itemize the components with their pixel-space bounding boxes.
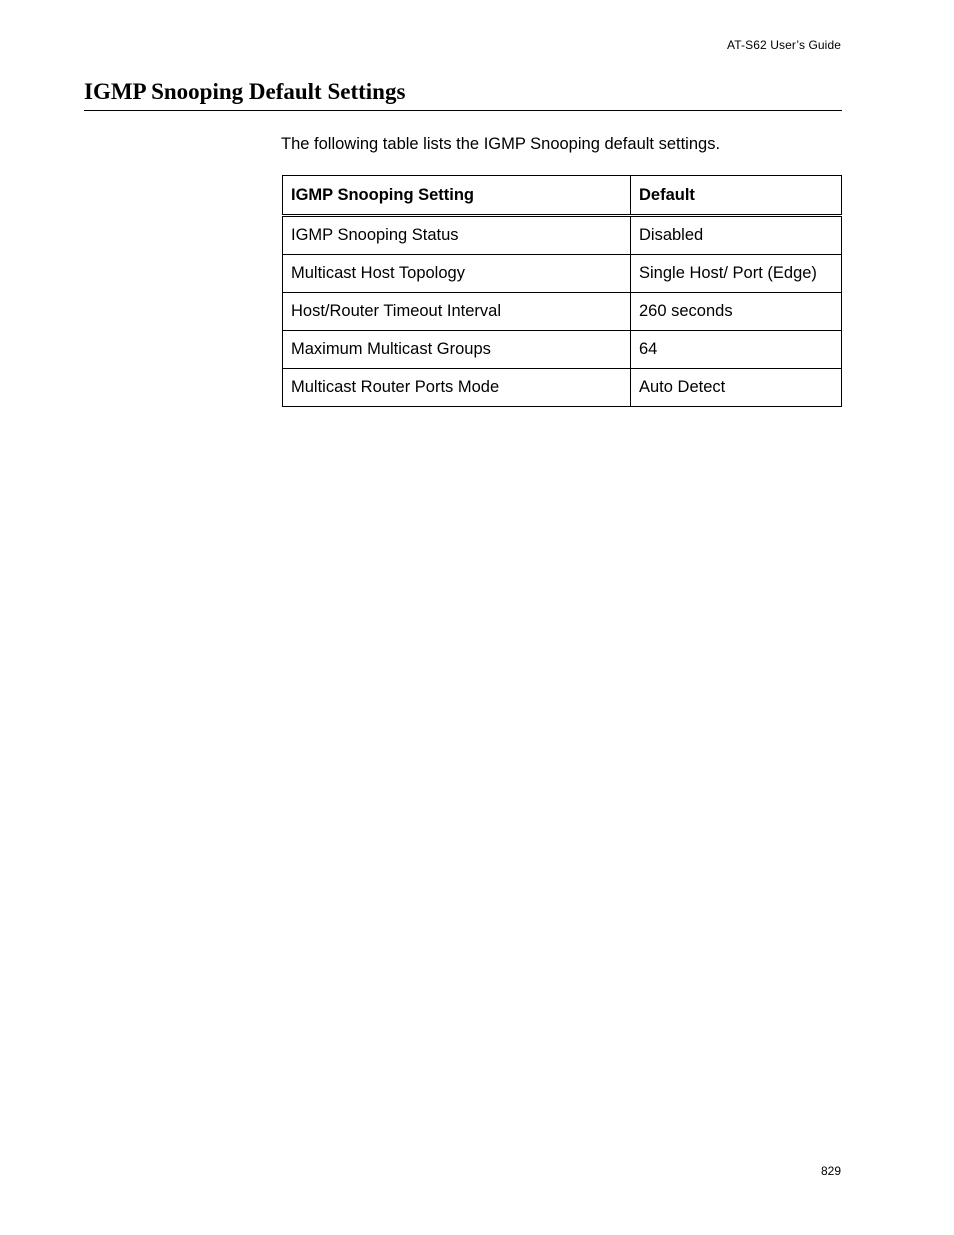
- column-header-setting: IGMP Snooping Setting: [283, 176, 631, 216]
- table-header-row: [283, 176, 842, 216]
- column-header-default: Default: [631, 176, 842, 216]
- table-row: [283, 293, 842, 331]
- section-title: IGMP Snooping Default Settings: [84, 77, 842, 111]
- intro-paragraph: The following table lists the IGMP Snooping default settings.: [281, 135, 721, 153]
- default-cell: 260 seconds: [631, 293, 842, 331]
- setting-cell: Maximum Multicast Groups: [283, 331, 631, 369]
- default-cell: Single Host/ Port (Edge): [631, 255, 842, 293]
- table-row: [283, 216, 842, 255]
- default-cell: Auto Detect: [631, 369, 842, 407]
- setting-cell: Host/Router Timeout Interval: [283, 293, 631, 331]
- defaults-table: [282, 175, 842, 407]
- page-number: 829: [820, 1164, 841, 1178]
- table-row: [283, 255, 842, 293]
- setting-cell: IGMP Snooping Status: [283, 216, 631, 255]
- table-row: [283, 331, 842, 369]
- setting-cell: Multicast Host Topology: [283, 255, 631, 293]
- default-cell: Disabled: [631, 216, 842, 255]
- running-header: AT-S62 User’s Guide: [727, 38, 841, 52]
- setting-cell: Multicast Router Ports Mode: [283, 369, 631, 407]
- default-cell: 64: [631, 331, 842, 369]
- table-row: [283, 369, 842, 407]
